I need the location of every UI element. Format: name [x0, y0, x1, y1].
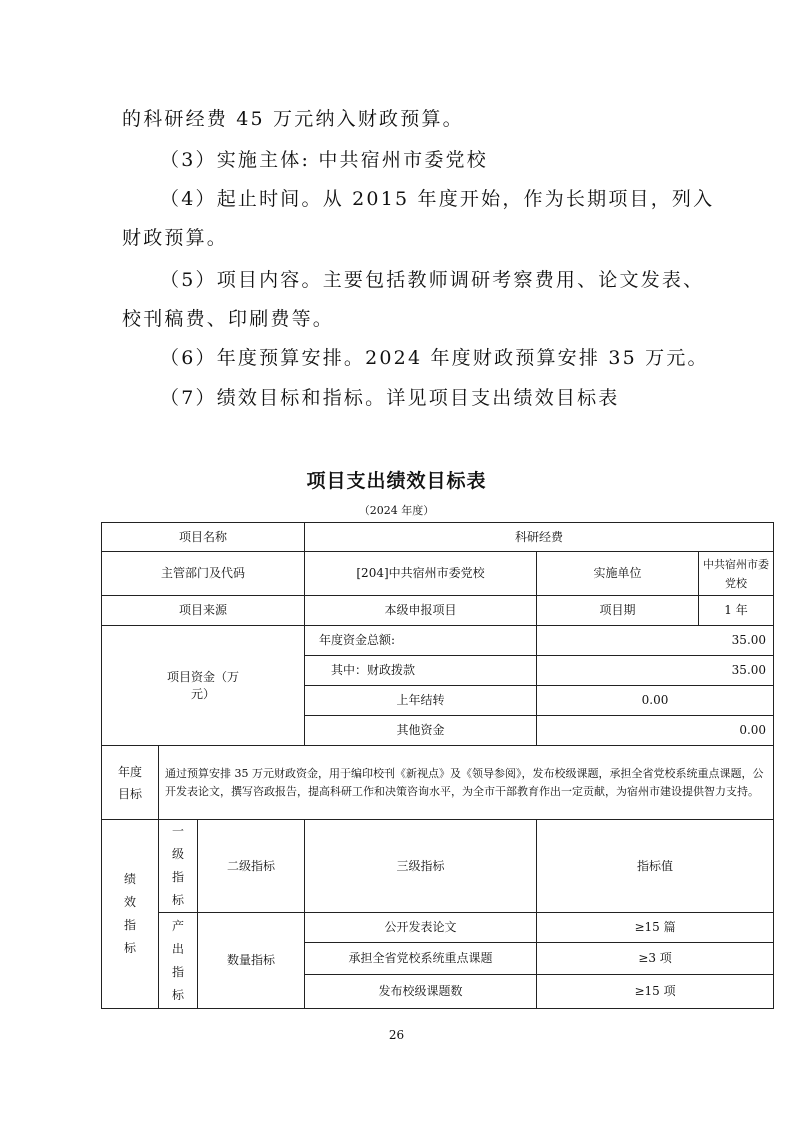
goal-label: [102, 746, 159, 820]
goal-label-text: 年度目标: [117, 764, 142, 801]
funds-carryover-value: 0.00: [537, 686, 774, 716]
header-value: 指标值: [537, 820, 774, 913]
body-paragraph: （4）起止时间。从 2015 年度开始，作为长期项目，列入: [160, 188, 715, 210]
indicator-name: 公开发表论文: [305, 913, 537, 943]
body-paragraph: （7）绩效目标和指标。详见项目支出绩效目标表: [160, 387, 620, 409]
goal-text: 通过预算安排 35 万元财政资金，用于编印校刊《新视点》及《领导参阅》，发布校级课题，承担全省党校系统重点课题，公开发表论文，撰写咨政报告，提高科研工作和决策咨询水平，为全市干部教育作出一定贡献，为宿州市建设提供智力支持。: [159, 746, 774, 820]
header-level2: 二级指标: [198, 820, 305, 913]
project-name-label: 项目名称: [102, 523, 305, 552]
body-paragraph: 的科研经费 45 万元纳入财政预算。: [122, 108, 464, 130]
source-label: 项目来源: [102, 596, 305, 626]
table-row: [102, 746, 774, 820]
level2-value: 数量指标: [198, 913, 305, 1009]
funds-other-label: 其他资金: [305, 716, 537, 746]
level1-value-text: 产出指标: [171, 918, 184, 1002]
body-paragraph: （3）实施主体: 中共宿州市委党校: [160, 149, 488, 171]
funds-fiscal-value: 35.00: [537, 656, 774, 686]
performance-table: [101, 522, 774, 1009]
body-paragraph: （6）年度预算安排。2024 年度财政预算安排 35 万元。: [160, 347, 709, 369]
table-subtitle: （2024 年度）: [358, 504, 435, 517]
funds-fiscal-label: 其中：财政拨款: [305, 656, 537, 686]
funds-label-text: 项目资金（万元）: [167, 669, 240, 701]
indicator-name: 发布校级课题数: [305, 975, 537, 1009]
funds-total-label: 年度资金总额:: [305, 626, 537, 656]
level1-value: [159, 913, 198, 1009]
table-row: [102, 820, 774, 913]
source-value: 本级申报项目: [305, 596, 537, 626]
table-title: 项目支出绩效目标表: [306, 470, 487, 492]
funds-total-value: 35.00: [537, 626, 774, 656]
table-row: [102, 523, 774, 552]
period-label: 项目期: [537, 596, 699, 626]
header-level3: 三级指标: [305, 820, 537, 913]
perf-label: [102, 820, 159, 1009]
header-level1-text: 一级指标: [171, 824, 184, 907]
funds-carryover-label: 上年结转: [305, 686, 537, 716]
page-number: 26: [388, 1028, 405, 1042]
impl-label: 实施单位: [537, 552, 699, 596]
header-level1: [159, 820, 198, 913]
dept-value: [204]中共宿州市委党校: [305, 552, 537, 596]
table-row: [102, 552, 774, 596]
funds-other-value: 0.00: [537, 716, 774, 746]
body-paragraph: 财政预算。: [122, 227, 229, 249]
indicator-value: ≥15 篇: [537, 913, 774, 943]
indicator-value: ≥3 项: [537, 943, 774, 975]
body-paragraph: 校刊稿费、印刷费等。: [122, 308, 335, 330]
indicator-name: 承担全省党校系统重点课题: [305, 943, 537, 975]
period-value: 1 年: [699, 596, 774, 626]
perf-label-text: 绩效指标: [123, 872, 136, 955]
dept-label: 主管部门及代码: [102, 552, 305, 596]
body-paragraph: （5）项目内容。主要包括教师调研考察费用、论文发表、: [160, 269, 705, 291]
table-row: [102, 913, 774, 943]
funds-label: [102, 626, 305, 746]
project-name-value: 科研经费: [305, 523, 774, 552]
indicator-value: ≥15 项: [537, 975, 774, 1009]
table-row: [102, 596, 774, 626]
impl-value: 中共宿州市委党校: [699, 552, 774, 596]
table-row: [102, 626, 774, 656]
